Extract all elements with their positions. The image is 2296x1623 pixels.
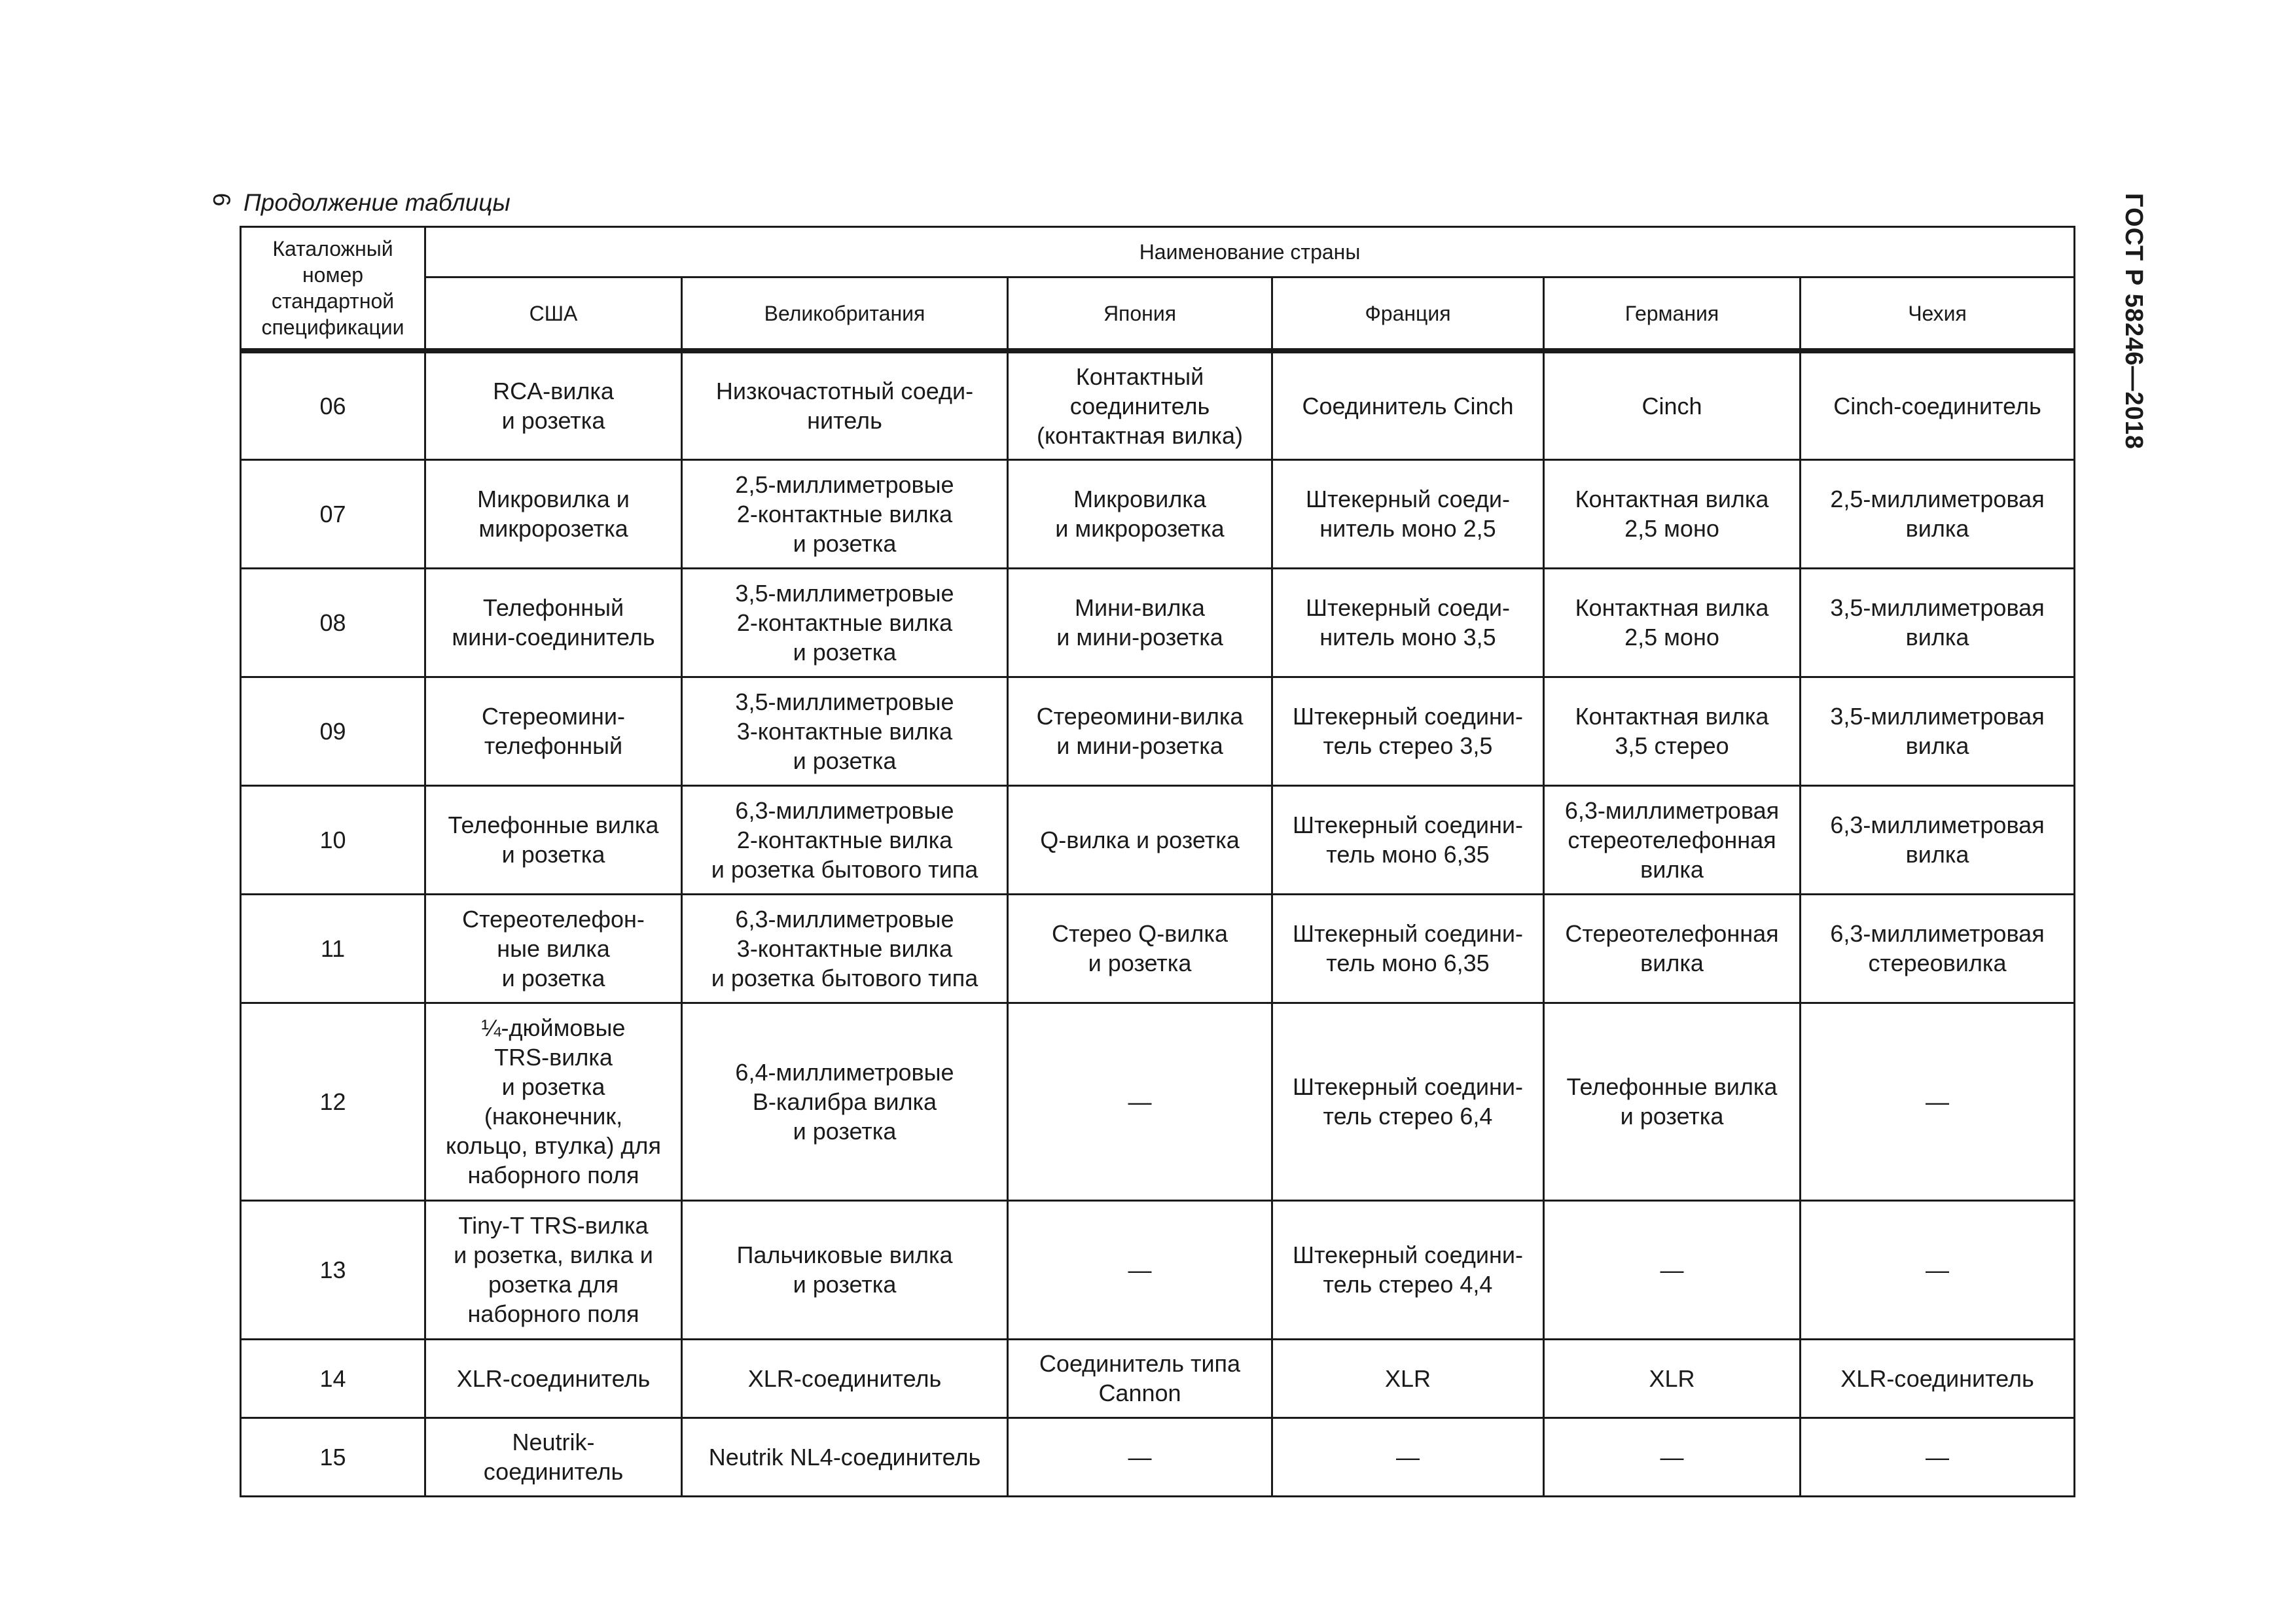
country-header-usa: США: [425, 277, 682, 351]
cell-usa: Микровилка и микророзетка: [425, 459, 682, 568]
table-caption: Продолжение таблицы: [243, 189, 511, 216]
table-row: [241, 568, 2075, 677]
cell-uk: 3,5-миллиметровые 3-контактные вилка и розетка: [682, 677, 1008, 785]
table-row: [241, 1418, 2075, 1496]
cell-czechia: 6,3-миллиметровая стереовилка: [1801, 894, 2075, 1003]
table-body: [241, 351, 2075, 1496]
cell-germany: —: [1544, 1418, 1801, 1496]
catalog-number-cell: 15: [241, 1418, 425, 1496]
catalog-number-cell: 11: [241, 894, 425, 1003]
cell-czechia: XLR-соединитель: [1801, 1339, 2075, 1418]
cell-usa: Телефонный мини-соединитель: [425, 568, 682, 677]
cell-france: Штекерный соедини- тель стерео 3,5: [1272, 677, 1544, 785]
cell-japan: Стереомини-вилка и мини-розетка: [1008, 677, 1272, 785]
cell-france: Штекерный соедини- тель стерео 6,4: [1272, 1003, 1544, 1200]
cell-uk: 6,4-миллиметровые B-калибра вилка и розетка: [682, 1003, 1008, 1200]
country-header-japan: Япония: [1008, 277, 1272, 351]
cell-france: Штекерный соеди- нитель моно 3,5: [1272, 568, 1544, 677]
catalog-number-cell: 09: [241, 677, 425, 785]
table-header: [241, 227, 2075, 351]
cell-france: Штекерный соедини- тель стерео 4,4: [1272, 1200, 1544, 1339]
cell-usa: Телефонные вилка и розетка: [425, 785, 682, 894]
cell-uk: Neutrik NL4-соединитель: [682, 1418, 1008, 1496]
cell-japan: Контактный соединитель (контактная вилка): [1008, 351, 1272, 459]
cell-uk: 3,5-миллиметровые 2-контактные вилка и розетка: [682, 568, 1008, 677]
page-number: 6: [208, 192, 235, 207]
cell-usa: Tiny-T TRS-вилка и розетка, вилка и розетка для наборного поля: [425, 1200, 682, 1339]
catalog-number-cell: 06: [241, 351, 425, 459]
cell-japan: Q-вилка и розетка: [1008, 785, 1272, 894]
cell-czechia: —: [1801, 1418, 2075, 1496]
cell-japan: Микровилка и микророзетка: [1008, 459, 1272, 568]
cell-usa: ¼-дюймовые TRS-вилка и розетка (наконечник, кольцо, втулка) для наборного поля: [425, 1003, 682, 1200]
cell-japan: Мини-вилка и мини-розетка: [1008, 568, 1272, 677]
cell-france: Штекерный соедини- тель моно 6,35: [1272, 785, 1544, 894]
country-group-header: Наименование страны: [425, 227, 2075, 277]
table-row: [241, 459, 2075, 568]
cell-japan: —: [1008, 1418, 1272, 1496]
cell-czechia: Cinch-соединитель: [1801, 351, 2075, 459]
cell-france: XLR: [1272, 1339, 1544, 1418]
cell-czechia: 3,5-миллиметровая вилка: [1801, 568, 2075, 677]
cell-usa: XLR-соединитель: [425, 1339, 682, 1418]
cell-czechia: —: [1801, 1003, 2075, 1200]
cell-japan: —: [1008, 1003, 1272, 1200]
cell-uk: Пальчиковые вилка и розетка: [682, 1200, 1008, 1339]
cell-germany: Контактная вилка 2,5 моно: [1544, 568, 1801, 677]
cell-czechia: —: [1801, 1200, 2075, 1339]
cell-germany: —: [1544, 1200, 1801, 1339]
table-row: [241, 1003, 2075, 1200]
cell-japan: Соединитель типа Cannon: [1008, 1339, 1272, 1418]
country-header-uk: Великобритания: [682, 277, 1008, 351]
cell-germany: Контактная вилка 3,5 стерео: [1544, 677, 1801, 785]
table-row: [241, 894, 2075, 1003]
cell-japan: Стерео Q-вилка и розетка: [1008, 894, 1272, 1003]
table-row: [241, 785, 2075, 894]
cell-uk: XLR-соединитель: [682, 1339, 1008, 1418]
table-row: [241, 351, 2075, 459]
cell-usa: Стереомини- телефонный: [425, 677, 682, 785]
cell-germany: Стереотелефонная вилка: [1544, 894, 1801, 1003]
catalog-number-header: Каталожный номер стандартной спецификации: [241, 227, 425, 351]
cell-czechia: 2,5-миллиметровая вилка: [1801, 459, 2075, 568]
cell-uk: 2,5-миллиметровые 2-контактные вилка и розетка: [682, 459, 1008, 568]
cell-uk: 6,3-миллиметровые 3-контактные вилка и розетка бытового типа: [682, 894, 1008, 1003]
cell-czechia: 3,5-миллиметровая вилка: [1801, 677, 2075, 785]
cell-france: Соединитель Cinch: [1272, 351, 1544, 459]
cell-usa: Стереотелефон- ные вилка и розетка: [425, 894, 682, 1003]
catalog-number-cell: 10: [241, 785, 425, 894]
country-header-czechia: Чехия: [1801, 277, 2075, 351]
cell-germany: Контактная вилка 2,5 моно: [1544, 459, 1801, 568]
catalog-number-cell: 12: [241, 1003, 425, 1200]
cell-germany: Cinch: [1544, 351, 1801, 459]
table-row: [241, 1339, 2075, 1418]
connector-table: [240, 226, 2075, 1497]
catalog-number-cell: 14: [241, 1339, 425, 1418]
cell-germany: Телефонные вилка и розетка: [1544, 1003, 1801, 1200]
cell-usa: Neutrik- соединитель: [425, 1418, 682, 1496]
document-standard-title: ГОСТ Р 58246—2018: [2120, 193, 2147, 450]
cell-usa: RCA-вилка и розетка: [425, 351, 682, 459]
cell-uk: 6,3-миллиметровые 2-контактные вилка и розетка бытового типа: [682, 785, 1008, 894]
table-row: [241, 677, 2075, 785]
table-row: [241, 1200, 2075, 1339]
cell-france: Штекерный соеди- нитель моно 2,5: [1272, 459, 1544, 568]
cell-czechia: 6,3-миллиметровая вилка: [1801, 785, 2075, 894]
cell-france: Штекерный соедини- тель моно 6,35: [1272, 894, 1544, 1003]
catalog-number-cell: 13: [241, 1200, 425, 1339]
country-header-germany: Германия: [1544, 277, 1801, 351]
country-header-france: Франция: [1272, 277, 1544, 351]
cell-uk: Низкочастотный соеди- нитель: [682, 351, 1008, 459]
cell-japan: —: [1008, 1200, 1272, 1339]
cell-france: —: [1272, 1418, 1544, 1496]
catalog-number-cell: 07: [241, 459, 425, 568]
cell-germany: 6,3-миллиметровая стереотелефонная вилка: [1544, 785, 1801, 894]
cell-germany: XLR: [1544, 1339, 1801, 1418]
catalog-number-cell: 08: [241, 568, 425, 677]
